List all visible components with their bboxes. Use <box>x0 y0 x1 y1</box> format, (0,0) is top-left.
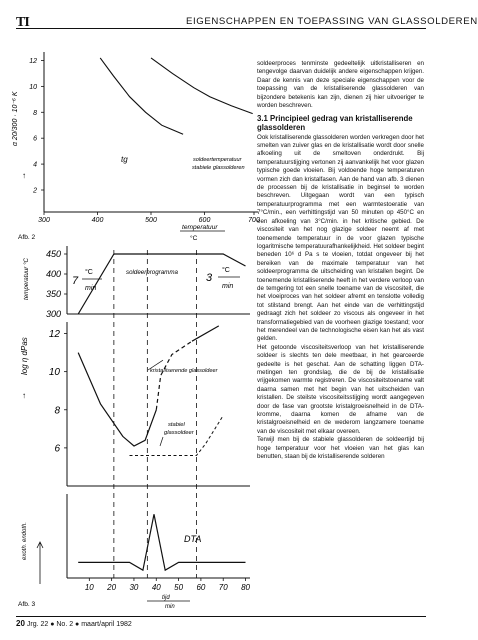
fig2-x-label: temperatuur <box>182 224 218 231</box>
fig3-x-tick-label: 20 <box>107 583 117 592</box>
figures <box>0 30 260 616</box>
fig3-middle-y-tick-label: 10 <box>48 367 60 379</box>
fig3-middle-chart <box>20 322 250 486</box>
fig3-middle-y-ticks <box>49 329 67 454</box>
fig3-stable-pointer <box>160 437 163 446</box>
fig2-x-ticks <box>38 212 260 224</box>
fig2-y-tick-label: 8 <box>33 109 37 117</box>
fig2-y-tick-label: 2 <box>33 187 37 195</box>
fig2-series-line-2 <box>151 58 253 114</box>
fig3-viscosity-line <box>78 353 156 446</box>
fig3-top-y-label: temperatuur °C <box>23 257 30 300</box>
fig3-top-program-line <box>78 254 245 314</box>
fig2-x-tick-label: 700 <box>248 217 260 224</box>
text-column <box>257 60 424 461</box>
fig2-y-arrow: ↑ <box>22 171 26 180</box>
fig3-viscosity-estimated-line <box>156 341 192 410</box>
fig3-bottom-chart <box>18 494 251 610</box>
fig2-x-unit: °C <box>190 235 198 242</box>
fig3-label-stable-1: stabiel <box>168 422 185 428</box>
fig3-label: Afb. 3 <box>18 601 36 608</box>
fig3-middle-y-tick-label: 8 <box>54 405 60 417</box>
fig3-dta-line <box>78 514 245 570</box>
fig2-y-tick-label: 12 <box>29 57 37 65</box>
paragraph-3: Het getoonde viscositeitsverloop van het kristalliserende soldeer is slechts ten dele meetbaar, in het gearceerde gedeelte is het geschat. Aan de schatting liggen DTA-metingen ten grondslag, die de bij de kristallisatie vrijgekomen warmte registreren. De viscositeitstoename valt daarna samen met het begin van het uitscheiden van kristallen. De steilste viscositeitsstijging wordt aangegeven door de fase van grootste kristalgroeisnelheid in de DTA-kromme, daarna komen de afname van de kristalgroeisnelheid en de wederom langzamere toename van de viscositeit met elkaar overeen. <box>257 343 424 435</box>
fig2-x-tick-label: 600 <box>198 217 211 224</box>
header-rule <box>16 28 426 29</box>
fig3-top-y-tick-label: 300 <box>45 309 61 319</box>
fig3-x-tick-label: 60 <box>196 583 206 592</box>
fig3-x-tick-label: 40 <box>151 583 161 592</box>
fig3-label-stable-2: glassoldeer <box>164 430 194 436</box>
fig3-rate-left: 7 <box>72 275 79 287</box>
issue-info: Jrg. 22 ● No. 2 ● maart/april 1982 <box>26 621 132 628</box>
paragraph-4: Terwijl men bij de stabiele glassolderen de soldeertijd bij hoge temperatuur voor het vloeien van het glas kan benutten, staan bij de kristalliserende solderen <box>257 436 424 461</box>
fig2-series <box>100 58 253 134</box>
fig3-rate-left-unit-bottom: min <box>85 285 97 292</box>
fig3-dta-label: DTA <box>184 534 202 544</box>
fig3-middle-y-label: log η dPas <box>20 337 29 375</box>
fig3-middle-y-tick-label: 6 <box>54 443 60 455</box>
fig2-chart <box>12 52 260 242</box>
paragraph-2: Ook kristalliserende glassolderen worden verkregen door het smelten van zuiver glas en de kristallisatie wordt door snelle afkoeling uit de smeltoven onderdrukt. Bij temperatuurstijging vertonen zij aanvankelijk het voor glazen typische goede vloeien. Bij voldoende hoge temperaturen vormen zich dan kristalfasen. Aan de hand van afb. 3 dienen de processen bij de kristallisatie in beginsel te worden beschreven. Uitgegaan wordt van een typisch temperatuurprogramma met een warmtestoeratie van 7°C/min., een verhittingstijd van 50 minuten op 450°C en een afkoeling van 3°C/min. in het kritische gebied. De viscositeit van het nog glazige soldeer neemt af met toenemende temperatuur in de voor glazen typische logaritmische temperatuurafhankelijkheid. Het soldeer begint beneden 10⁶ d Pa s te vloeien, totdat ongeveer bij het bereiken van de maximale temperatuur van het soldeerprogramma de uitscheiding van kristallen begint. De toenemende kristalliserende heeft in het verdere verloop van de temgering tot een snelle toename van de viscositeit, die het vloeiproces van het soldeer afremt en tenslotte volledig tot stilstand brengt. Aan het einde van de verhittingstijd gedraagt zich het soldeer zo viscous als ongeveer in het transformatiegebied van de voorheen glazige toestand; voor het merendeel van de technologische eisen kan het als vast gelden. <box>257 133 424 343</box>
fig3-top-y-tick-label: 450 <box>45 249 61 259</box>
fig3-rate-right-unit-top: °C <box>222 267 230 274</box>
fig3-top-y-tick-label: 400 <box>45 269 61 279</box>
fig3-x-tick-label: 50 <box>174 583 184 592</box>
fig3-top-chart <box>23 246 250 319</box>
footer-rule <box>16 616 426 617</box>
fig3-x-tick-label: 80 <box>241 583 250 592</box>
fig2-x-tick-label: 300 <box>38 217 50 224</box>
fig3-middle-y-tick-label: 12 <box>48 329 60 341</box>
fig2-label: Afb. 2 <box>18 234 36 241</box>
fig3-bottom-x-ticks <box>85 578 251 592</box>
fig2-y-label: α 20/300 · 10⁻⁶ K <box>12 91 19 146</box>
fig3-x-tick-label: 10 <box>84 583 94 592</box>
fig3-rate-left-unit-top: °C <box>85 269 93 276</box>
fig3-bottom-y-label: exoth. endoth. <box>22 521 28 560</box>
fig2-annotation-1: soldeertemperatuur <box>193 157 242 163</box>
fig2-annotation-2: stabiele glassolderen <box>192 165 245 171</box>
fig2-x-tick-label: 500 <box>145 217 157 224</box>
fig3-viscosity-crystal-line <box>192 326 219 341</box>
page-number: 20 <box>16 619 25 628</box>
fig2-series-line-1 <box>100 58 183 134</box>
fig2-y-ticks <box>29 58 44 195</box>
running-header-title: EIGENSCHAPPEN EN TOEPASSING VAN GLASSOLDEREN <box>186 16 478 27</box>
fig2-y-tick-label: 6 <box>33 135 37 143</box>
fig3-bottom-series <box>37 514 246 584</box>
fig2-y-tick-label: 10 <box>29 83 37 91</box>
fig3-bottom-y-arrow <box>37 542 43 584</box>
fig2-series-label: tg <box>121 155 128 164</box>
fig3-x-tick-label: 70 <box>218 583 228 592</box>
fig3-x-label: tijd <box>162 595 170 601</box>
fig3-middle-series <box>78 326 223 456</box>
fig2-y-tick-label: 4 <box>33 161 37 169</box>
fig3-top-annotation: soldeerprogramma <box>126 269 178 276</box>
fig3-x-tick-label: 30 <box>129 583 139 592</box>
fig2-x-tick-label: 400 <box>91 217 104 224</box>
fig3-top-series <box>78 254 245 314</box>
fig3-x-unit: min <box>165 604 175 610</box>
fig3-label-crystal: kristalliserende glassoldeer <box>150 368 218 374</box>
footer <box>16 619 132 628</box>
fig3-rate-right: 3 <box>206 272 213 284</box>
fig3-top-y-ticks <box>46 249 67 319</box>
magazine-logo: TI <box>16 15 29 30</box>
fig3-rate-right-unit-bottom: min <box>222 283 234 290</box>
fig3-top-y-tick-label: 350 <box>45 289 61 299</box>
section-heading: 3.1 Principieel gedrag van kristalliserende glassolderen <box>257 114 413 133</box>
paragraph-1: soldeerproces tenminste gedeeltelijk uitkristalliseren en tengevolge daarvan duidelijk andere eigenschappen krijgen. Daar de kennis van deze speciale eigenschappen voor de toepassing van de kristalliserende glassolderen van bijzondere betekenis kan zijn, dienen zij hier uitvoeriger te worden beschreven. <box>257 60 424 110</box>
fig3-middle-y-arrow: ↑ <box>22 391 26 400</box>
